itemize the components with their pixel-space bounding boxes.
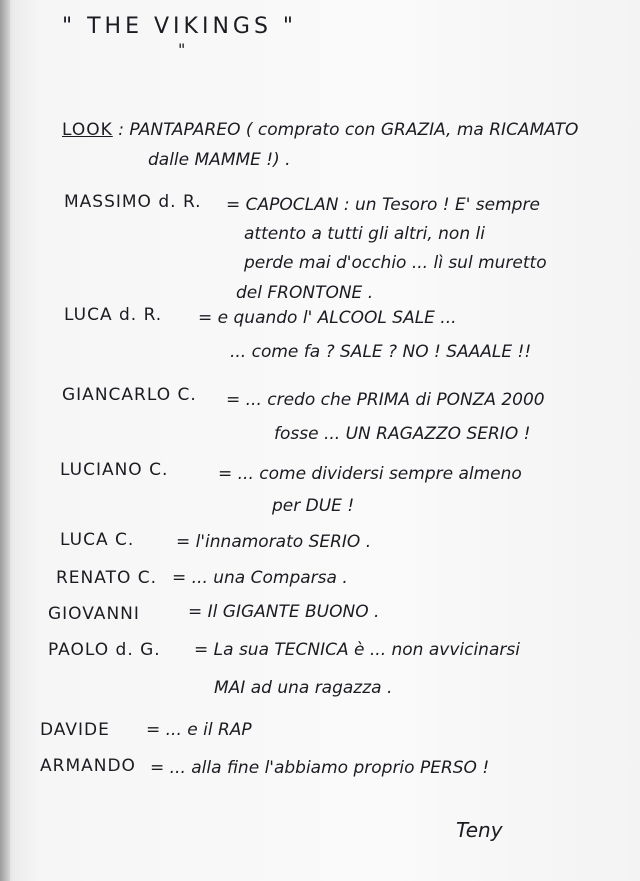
entry-name: LUCIANO C.: [60, 460, 169, 480]
look-label: LOOK: [62, 120, 113, 140]
entry-name: GIANCARLO C.: [62, 385, 197, 405]
entry-name: GIOVANNI: [48, 604, 140, 624]
entry-name: DAVIDE: [40, 720, 110, 740]
entry-name: LUCA d. R.: [64, 305, 163, 325]
entry-line: per DUE !: [272, 496, 355, 516]
entry-line: = e quando l' ALCOOL SALE ...: [198, 308, 457, 328]
entry-name: PAOLO d. G.: [48, 640, 161, 660]
look-line: [62, 120, 578, 140]
entry-line: = ... una Comparsa .: [172, 568, 348, 588]
entry-name: LUCA C.: [60, 530, 135, 550]
entry-line: = ... alla fine l'abbiamo proprio PERSO !: [150, 758, 490, 778]
look-text-1: : PANTAPAREO ( comprato con GRAZIA, ma RICAMATO: [118, 120, 579, 140]
page-title: " THE VIKINGS ": [62, 14, 298, 39]
entry-line: = Il GIGANTE BUONO .: [188, 602, 380, 622]
entry-name: ARMANDO: [40, 756, 136, 776]
entry-line: = ... e il RAP: [146, 720, 252, 740]
entry-name: RENATO C.: [56, 568, 158, 588]
entry-line: = ... come dividersi sempre almeno: [218, 464, 522, 484]
entry-line: perde mai d'occhio ... lì sul muretto: [244, 253, 547, 273]
entry-line: ... come fa ? SALE ? NO ! SAAALE !!: [230, 342, 532, 362]
entry-line: = ... credo che PRIMA di PONZA 2000: [226, 390, 545, 410]
entry-line: = l'innamorato SERIO .: [176, 532, 372, 552]
page-binding-edge: [0, 0, 10, 881]
title-quote-mark: ": [178, 40, 190, 59]
entry-line: del FRONTONE .: [236, 283, 374, 303]
look-text-2: dalle MAMME !) .: [148, 150, 291, 170]
entry-line: attento a tutti gli altri, non li: [244, 224, 485, 244]
entry-line: MAI ad una ragazza .: [214, 678, 393, 698]
entry-name: MASSIMO d. R.: [64, 192, 202, 212]
entry-line: = La sua TECNICA è ... non avvicinarsi: [194, 640, 520, 660]
entry-line: fosse ... UN RAGAZZO SERIO !: [274, 424, 531, 444]
signature: Teny: [456, 818, 503, 842]
entry-line: = CAPOCLAN : un Tesoro ! E' sempre: [226, 195, 540, 215]
